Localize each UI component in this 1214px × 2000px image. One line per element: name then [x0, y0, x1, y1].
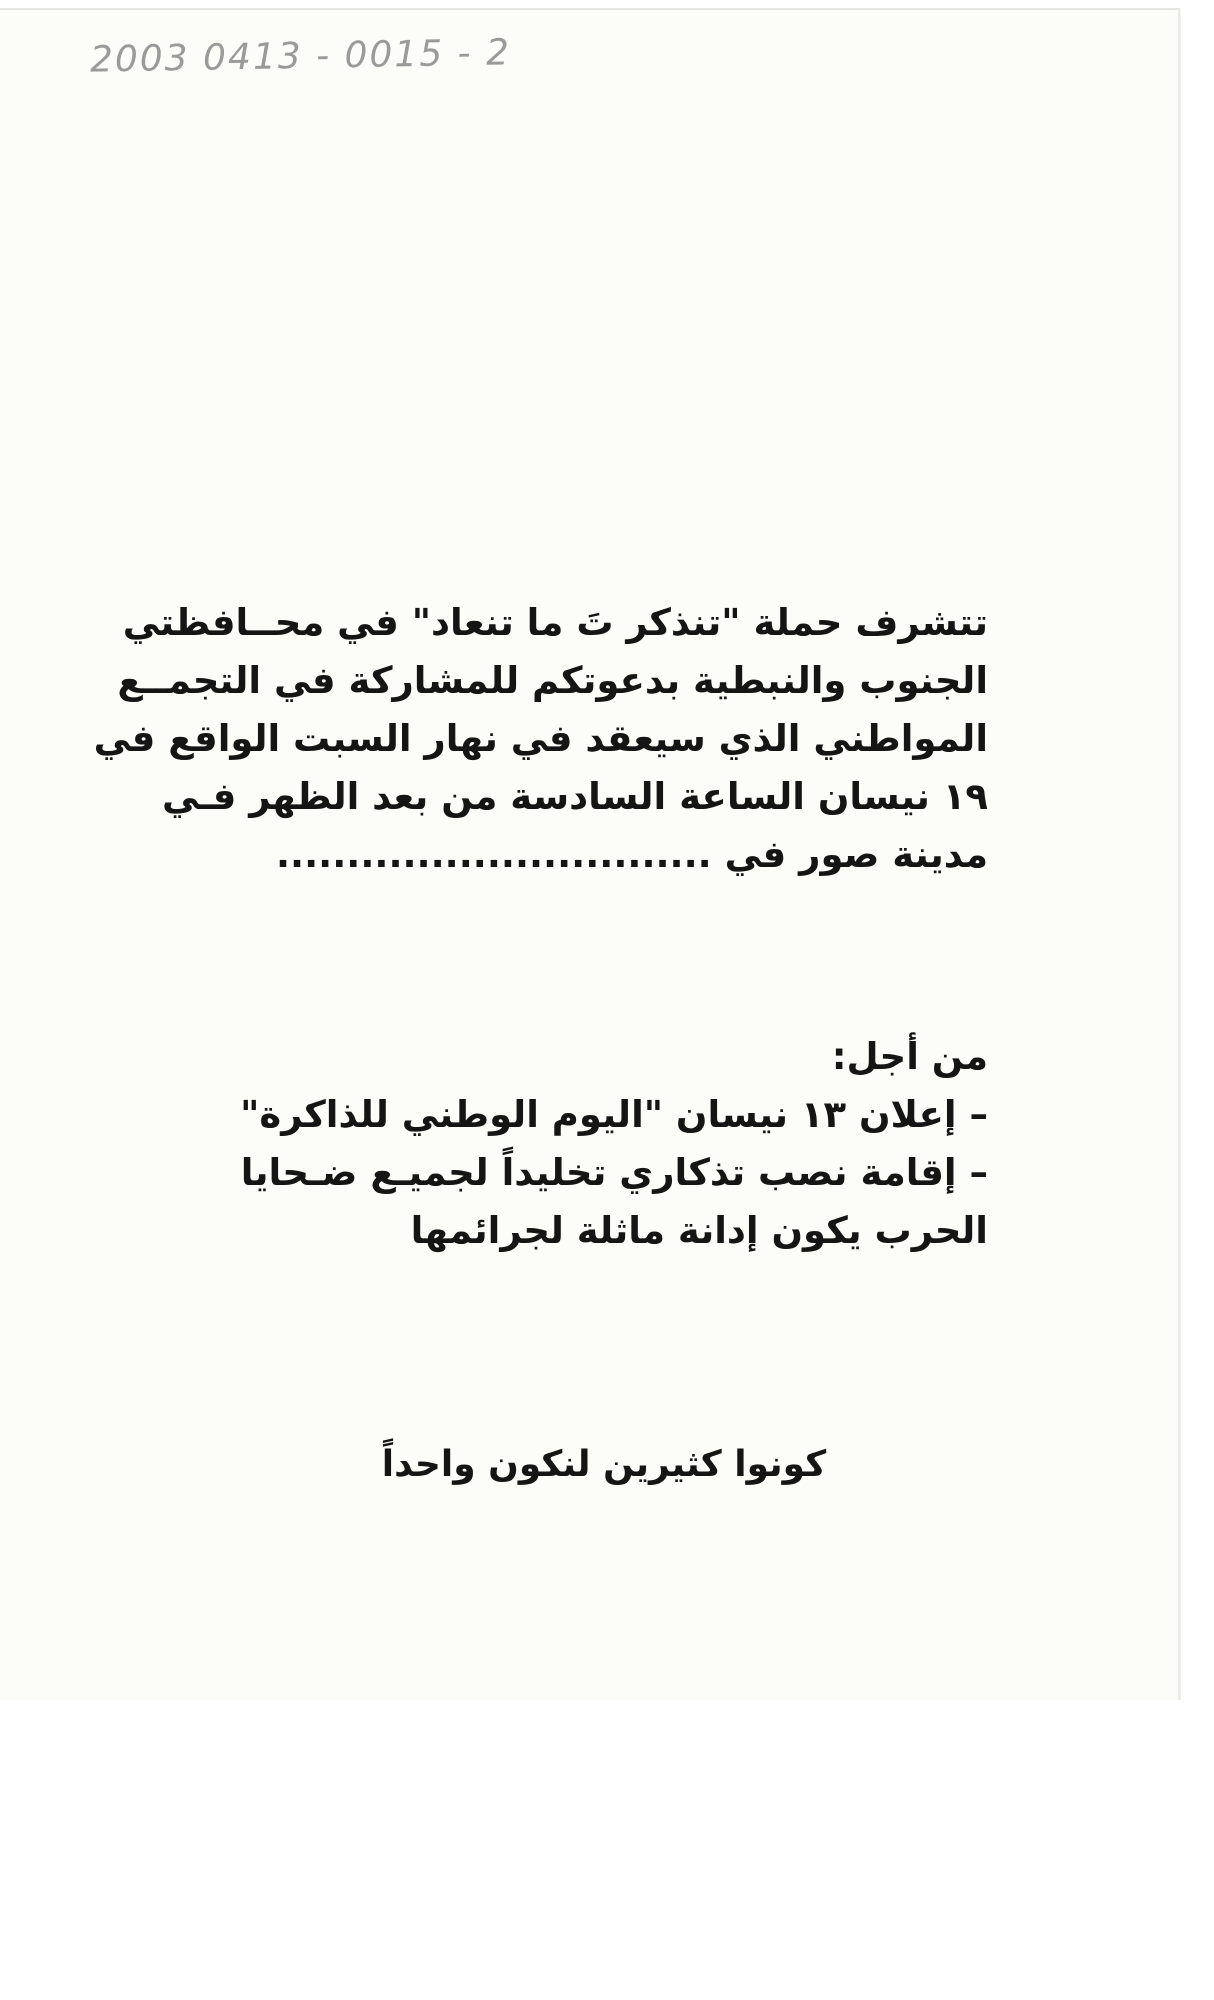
handwritten-archive-code: 2003 0413 - 0015 - 2 [89, 32, 512, 81]
invitation-line: تتشرف حملة "تنذكر تَ ما تنعاد" في محــافظتي [122, 601, 988, 644]
closing-slogan: كونوا كثيرين لنكون واحداً [381, 1444, 827, 1485]
invitation-line: مدينة صور في ............................... [276, 833, 988, 876]
invitation-paragraph [93, 594, 988, 884]
purpose-section [128, 1028, 988, 1260]
purpose-item: – إعلان ١٣ نيسان "اليوم الوطني للذاكرة" [240, 1093, 988, 1136]
paper-sheet [0, 8, 1180, 1700]
purpose-heading: من أجل: [831, 1035, 988, 1078]
invitation-line: المواطني الذي سيعقد في نهار السبت الواقع في [93, 717, 988, 760]
invitation-line: ١٩ نيسان الساعة السادسة من بعد الظهر فـي [162, 775, 988, 818]
invitation-line: الجنوب والنبطية بدعوتكم للمشاركة في التجمــع [117, 659, 988, 702]
purpose-item: – إقامة نصب تذكاري تخليداً لجميـع ضـحايا [240, 1151, 988, 1194]
purpose-item: الحرب يكون إدانة ماثلة لجرائمها [410, 1209, 988, 1252]
